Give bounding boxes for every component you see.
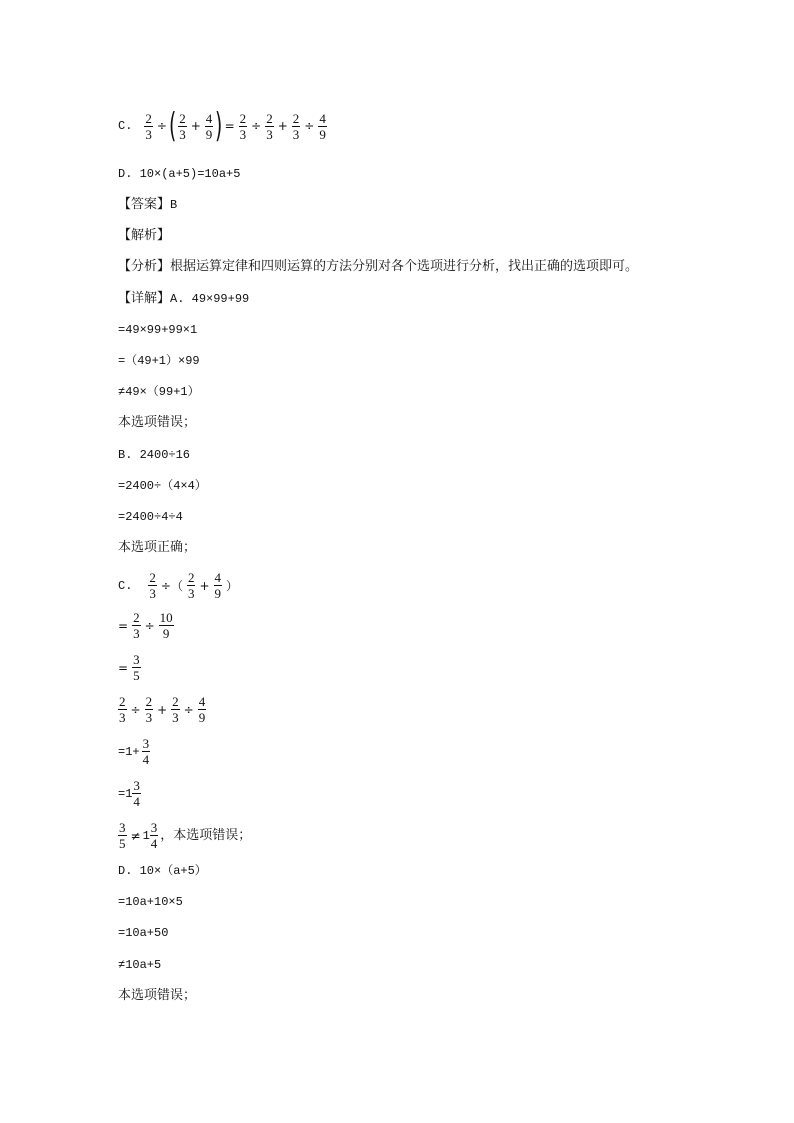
step-c4: $\frac{2}{3}$ ÷ $\frac{2}{3}$ + $\frac{2}{3}$ ÷ $\frac{4}{9}$ — [119, 694, 206, 725]
option-c-line: C. $\frac{2}{3}$ ÷ ( $\frac{2}{3}$ + $\frac{4}{9}$ ) = $\frac{2}{3}$ ÷ $\frac{2}{3}$ + $\frac{2}{3}$ ÷ $\frac{4}{9}$ — [118, 106, 326, 146]
fraction: $\frac{4}{9}$ — [319, 110, 326, 142]
step-c5: =1+ $\frac{3}{4}$ — [118, 736, 150, 767]
fraction: $\frac{2}{3}$ — [179, 110, 186, 142]
conclusion-a: 本选项错误； — [118, 415, 197, 430]
step-b2: =2400÷（4×4） — [118, 479, 207, 493]
step-d2: =10a+10×5 — [118, 895, 183, 909]
step-a4: ≠49×（99+1） — [118, 385, 200, 399]
fraction: $\frac{2}{3}$ — [266, 110, 273, 142]
fraction: $\frac{2}{3}$ — [145, 110, 152, 142]
step-d3: =10a+50 — [118, 926, 169, 940]
fraction: $\frac{2}{3}$ — [239, 110, 247, 142]
step-c6: =1 $\frac{3}{4}$ — [118, 778, 140, 809]
step-a2: =49×99+99×1 — [118, 323, 198, 337]
step-a1: A. 49×99+99 — [170, 292, 250, 306]
option-d-line: D. 10×(a+5)=10a+5 — [118, 167, 241, 181]
fenxi-tag: 【分析】 — [118, 259, 171, 274]
step-c2: = $\frac{2}{3}$ ÷ $\frac{10}{9}$ — [118, 610, 173, 641]
fenxi-text: 根据运算定律和四则运算的方法分别对各个选项进行分析，找出正确的选项即可。 — [170, 259, 639, 274]
conclusion-c: ，本选项错误； — [160, 827, 252, 843]
xiangjie-line — [118, 291, 249, 307]
step-b3: =2400÷4÷4 — [118, 510, 183, 524]
fraction: $\frac{2}{3}$ — [292, 110, 300, 142]
conclusion-d: 本选项错误； — [118, 988, 197, 1003]
conclusion-b: 本选项正确； — [118, 540, 197, 555]
answer-line — [118, 197, 177, 213]
left-paren: ( — [168, 106, 177, 146]
step-b1: B. 2400÷16 — [118, 448, 191, 462]
step-c3: = $\frac{3}{5}$ — [118, 652, 140, 683]
step-d4: ≠10a+5 — [118, 958, 162, 972]
jiexi-heading: 【解析】 — [118, 228, 171, 243]
step-c1: C. $\frac{2}{3}$ ÷（ $\frac{2}{3}$ + $\frac{4}{9}$ ） — [118, 570, 239, 601]
step-d1: D. 10×（a+5） — [118, 864, 207, 878]
xiangjie-tag: 【详解】 — [118, 291, 171, 306]
answer-tag: 【答案】 — [118, 197, 171, 212]
fraction: $\frac{4}{9}$ — [205, 110, 213, 142]
step-a3: =（49+1）×99 — [118, 354, 200, 368]
answer-value: B — [170, 198, 178, 212]
option-label: C. — [118, 119, 133, 133]
step-c7: $\frac{3}{5}$ ≠ 1 $\frac{3}{4}$ ，本选项错误； — [119, 820, 252, 851]
fenxi-line — [118, 259, 638, 275]
right-paren: ) — [215, 106, 223, 146]
